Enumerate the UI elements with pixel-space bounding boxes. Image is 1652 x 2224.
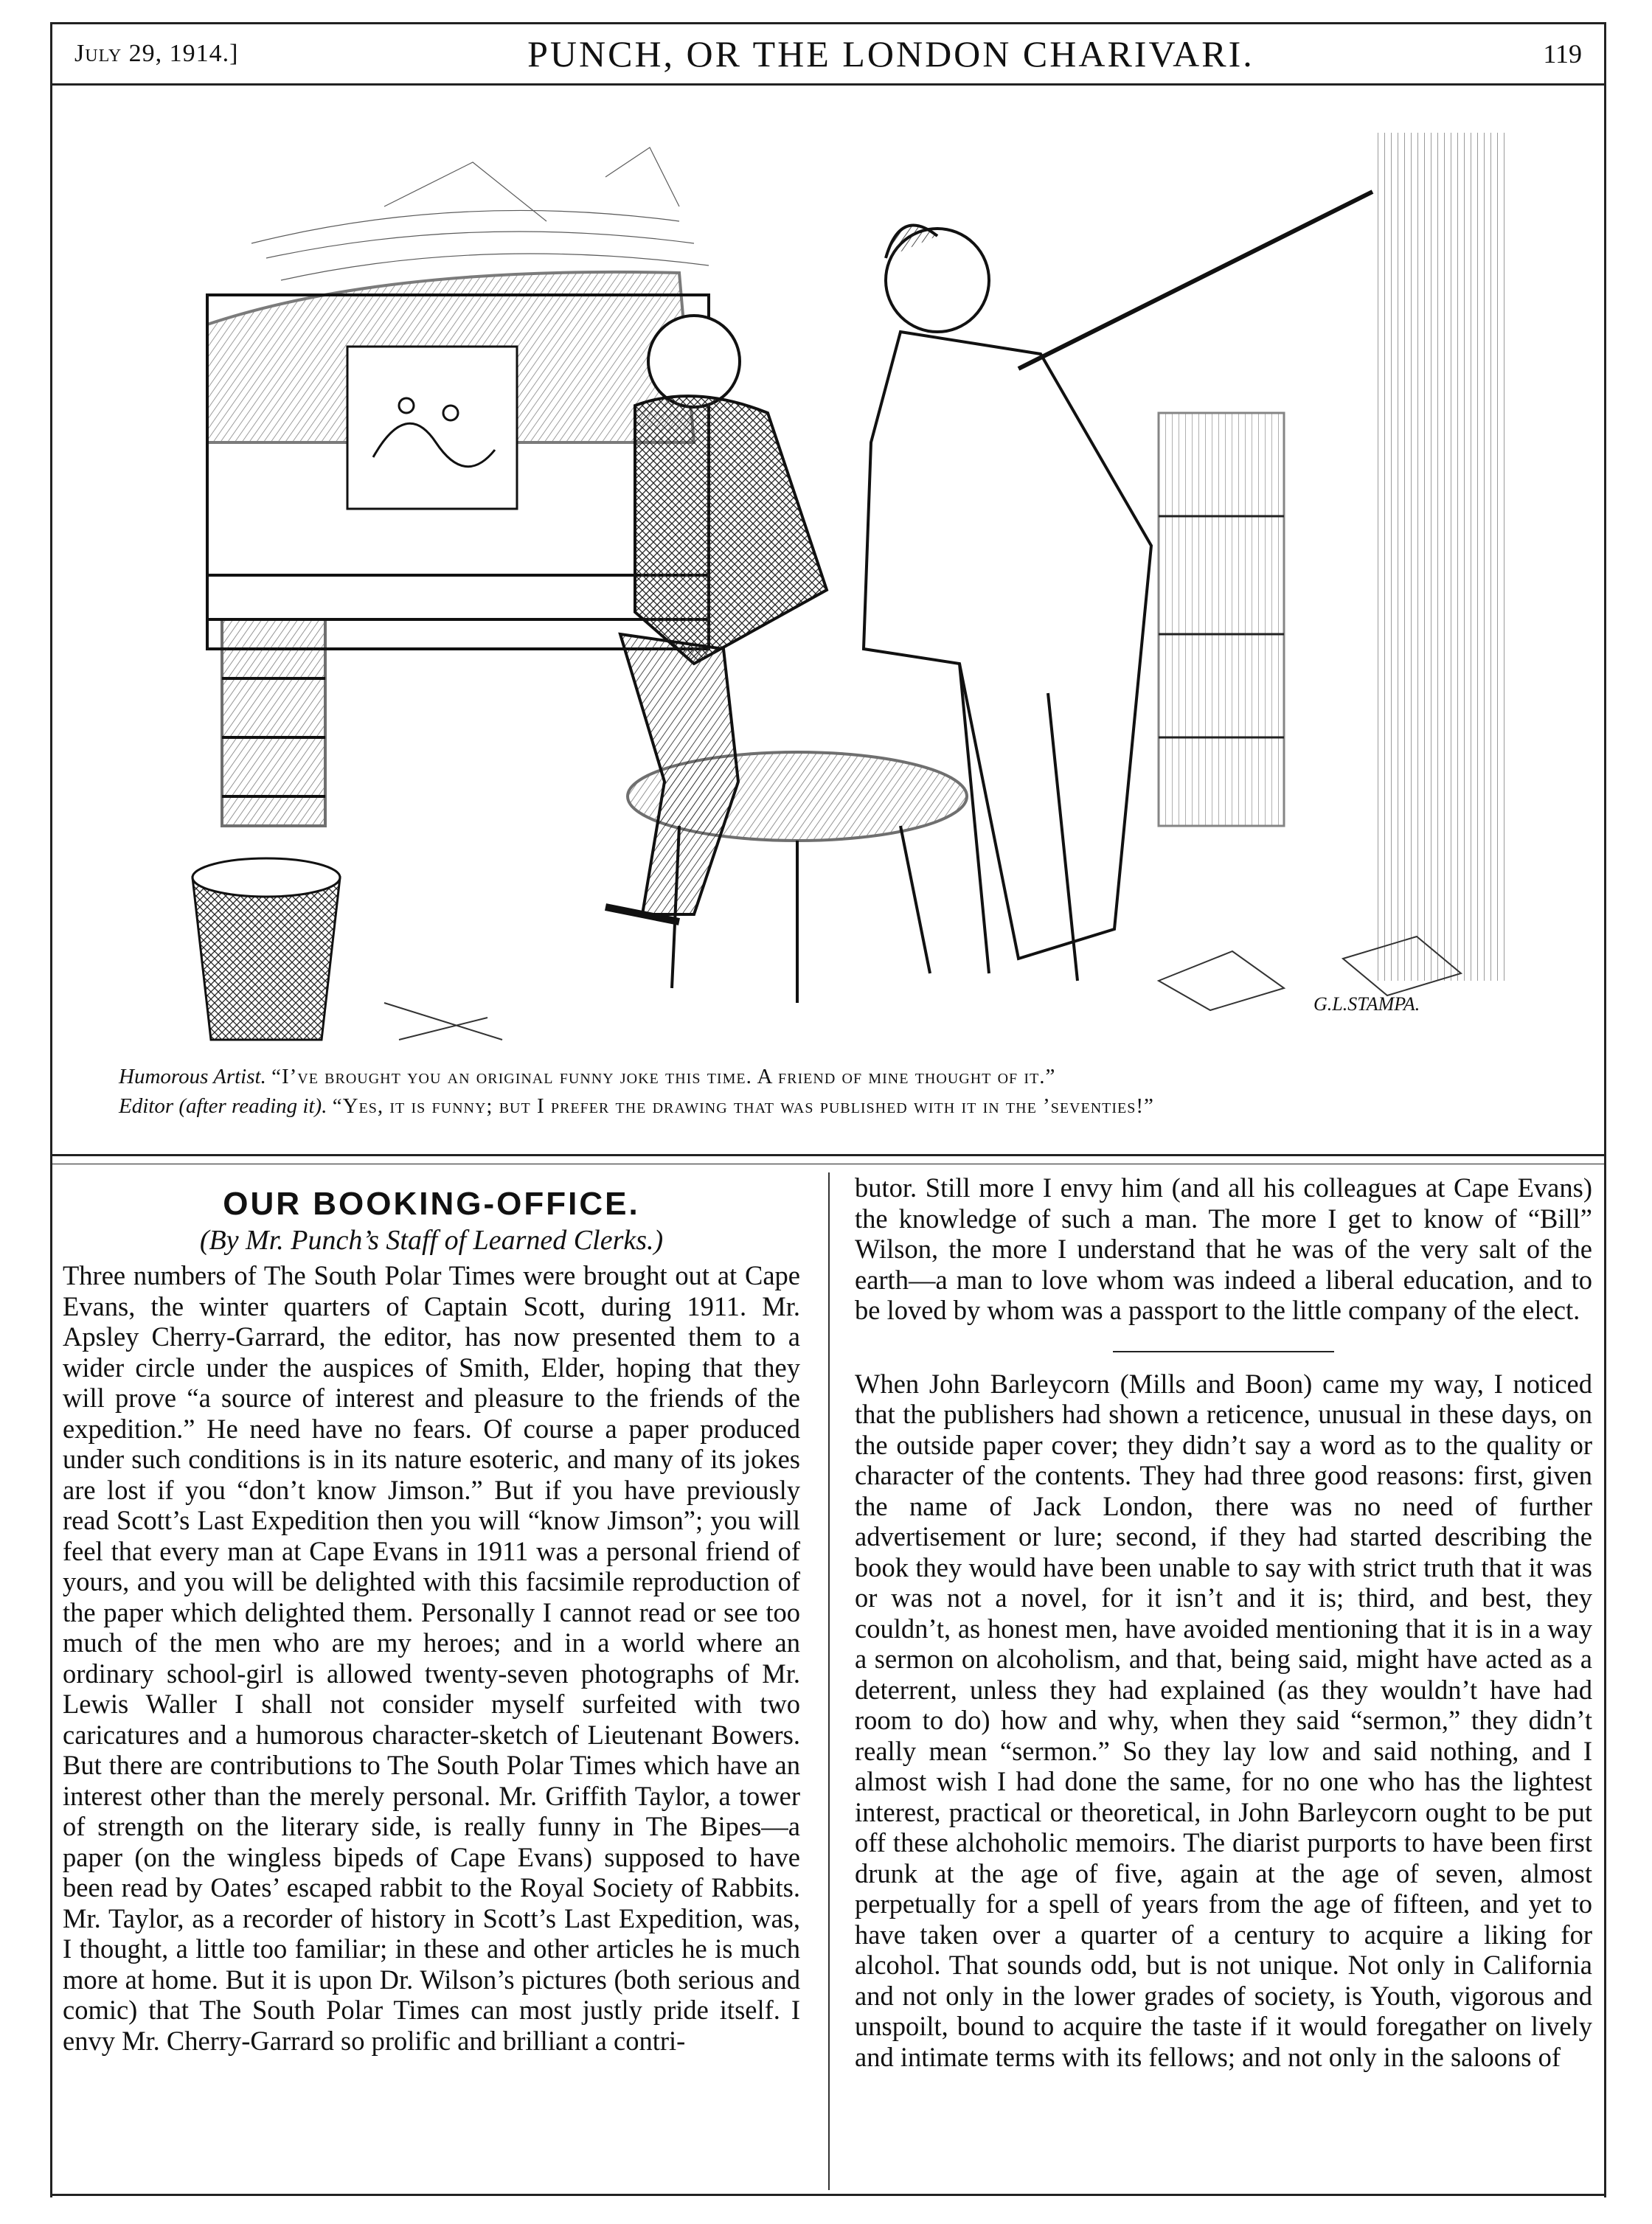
article-left-column	[63, 1172, 800, 2056]
page-header	[52, 22, 1604, 86]
caption-speech-2: “Yes, it is funny; but I prefer the drawing that was published with it in the ’seventies!”	[332, 1094, 1154, 1118]
cartoon-caption	[89, 1062, 1564, 1121]
framed-drawing	[347, 347, 517, 509]
column-divider	[828, 1172, 830, 2190]
cartoon-illustration	[163, 133, 1513, 1054]
standing-artist-figure	[864, 192, 1372, 981]
page-number: 119	[1543, 39, 1582, 69]
article-paragraph-1: Three numbers of The South Polar Times were brought out at Cape Evans, the winter quarters of Captain Scott, during 1911. Mr. Apsley Cherry-Garrard, the editor, has now presented them to a wider circle under the auspices of Smith, Elder, hoping that they will prove “a source of interest and pleasure to the friends of the expedition.” He need have no fears. Of course a paper produced under such conditions is in its nature esoteric, and many of its jokes are lost if you “don’t know Jimson.” But if you have previously read Scott’s Last Expedition then you will “know Jimson”; you will feel that every man at Cape Evans in 1911 was a personal friend of yours, and you will be delighted with this facsimile reproduction of the paper which delighted them. Personally I cannot read or see too much of the men who are my heroes; and in a world where an ordinary school-girl is allowed twenty-seven photographs of Mr. Lewis Waller I shall not consider myself surfeited with two caricatures and a humorous character-sketch of Lieutenant Bowers. But there are contributions to The South Polar Times which have an interest other than the merely personal. Mr. Griffith Taylor, a tower of strength on the literary side, is really funny in The Bipes—a paper (on the wingless bipeds of Cape Evans) supposed to have been read by Oates’ escaped rabbit to the Royal Society of Rabbits. Mr. Taylor, as a recorder of history in Scott’s Last Expedition, was, I thought, a little too familiar; in these and other articles he is much more at home. But it is upon Dr. Wilson’s pictures (both serious and comic) that The South Polar Times can most justly pride itself. I envy Mr. Cherry-Garrard so prolific and brilliant a contri-	[63, 1260, 800, 2056]
article-paragraph-3: When John Barleycorn (Mills and Boon) came my way, I noticed that the publishers had shown a reticence, unusual in these days, on the outside paper cover; they didn’t say a word as to the quality or character of the contents. They had three good reasons: first, given the name of Jack London, there was no need of further advertisement or lure; second, if they had started describing the book they would have been unable to say with strict truth that it was or was not a novel, for it isn’t and it is; third, and best, they couldn’t, as honest men, have avoided mentioning that it is in a way a sermon on alcoholism, and that, being said, might have acted as a deterrent, unless they had explained (as they wouldn’t have had room to do) how and why, when they said “sermon,” they didn’t really mean “sermon.” So they lay low and said nothing, and I almost wish I had done the same, for no one who has the lightest interest, practical or theoretical, in John Barleycorn ought to be put off these alchoholic memoirs. The diarist purports to have been first drunk at the age of five, again at the age of seven, almost perpetually for a spell of years from the age of fifteen, and yet to have taken over a quarter of a century to acquire a liking for alcohol. That sounds odd, but is not unique. Not only in California and not only in the lower grades of society, is Youth, vigorous and unspoilt, bound to acquire the taste if it would foregather on lively and intimate terms with its fellows; and not only in the saloons of	[855, 1368, 1592, 2072]
article-right-column	[855, 1172, 1592, 2072]
issue-date: July 29, 1914.]	[74, 40, 239, 67]
caption-line-2	[89, 1091, 1564, 1121]
magazine-page	[50, 22, 1606, 2197]
article-subtitle: (By Mr. Punch’s Staff of Learned Clerks.)	[199, 1224, 664, 1256]
review-separator	[1113, 1351, 1334, 1352]
section-divider	[52, 1154, 1604, 1164]
floor-papers	[384, 936, 1461, 1040]
caption-speech-1: “I’ve brought you an original funny joke this time. A friend of mine thought of it.”	[271, 1065, 1056, 1088]
artist-signature: G.L.STAMPA.	[1313, 993, 1420, 1015]
background-hatching	[251, 147, 709, 280]
page-bottom-rule	[52, 2194, 1604, 2196]
caption-speaker-1: Humorous Artist.	[119, 1065, 266, 1088]
waste-basket	[192, 858, 340, 1040]
bookcase	[1159, 413, 1284, 826]
caption-line-1	[89, 1062, 1564, 1091]
wall-shading	[1372, 133, 1505, 981]
article-title: OUR BOOKING-OFFICE.	[223, 1186, 640, 1222]
article-paragraph-2: butor. Still more I envy him (and all his colleagues at Cape Evans) the knowledge of such a man. The more I get to know of “Bill” Wilson, the more I understand that he was of the very salt of the earth—a man to love whom was indeed a liberal education, and to be loved by whom was a passport to the little company of the elect.	[855, 1172, 1592, 1325]
publication-title: PUNCH, OR THE LONDON CHARIVARI.	[527, 33, 1254, 74]
caption-speaker-2: Editor (after reading it).	[119, 1094, 327, 1118]
